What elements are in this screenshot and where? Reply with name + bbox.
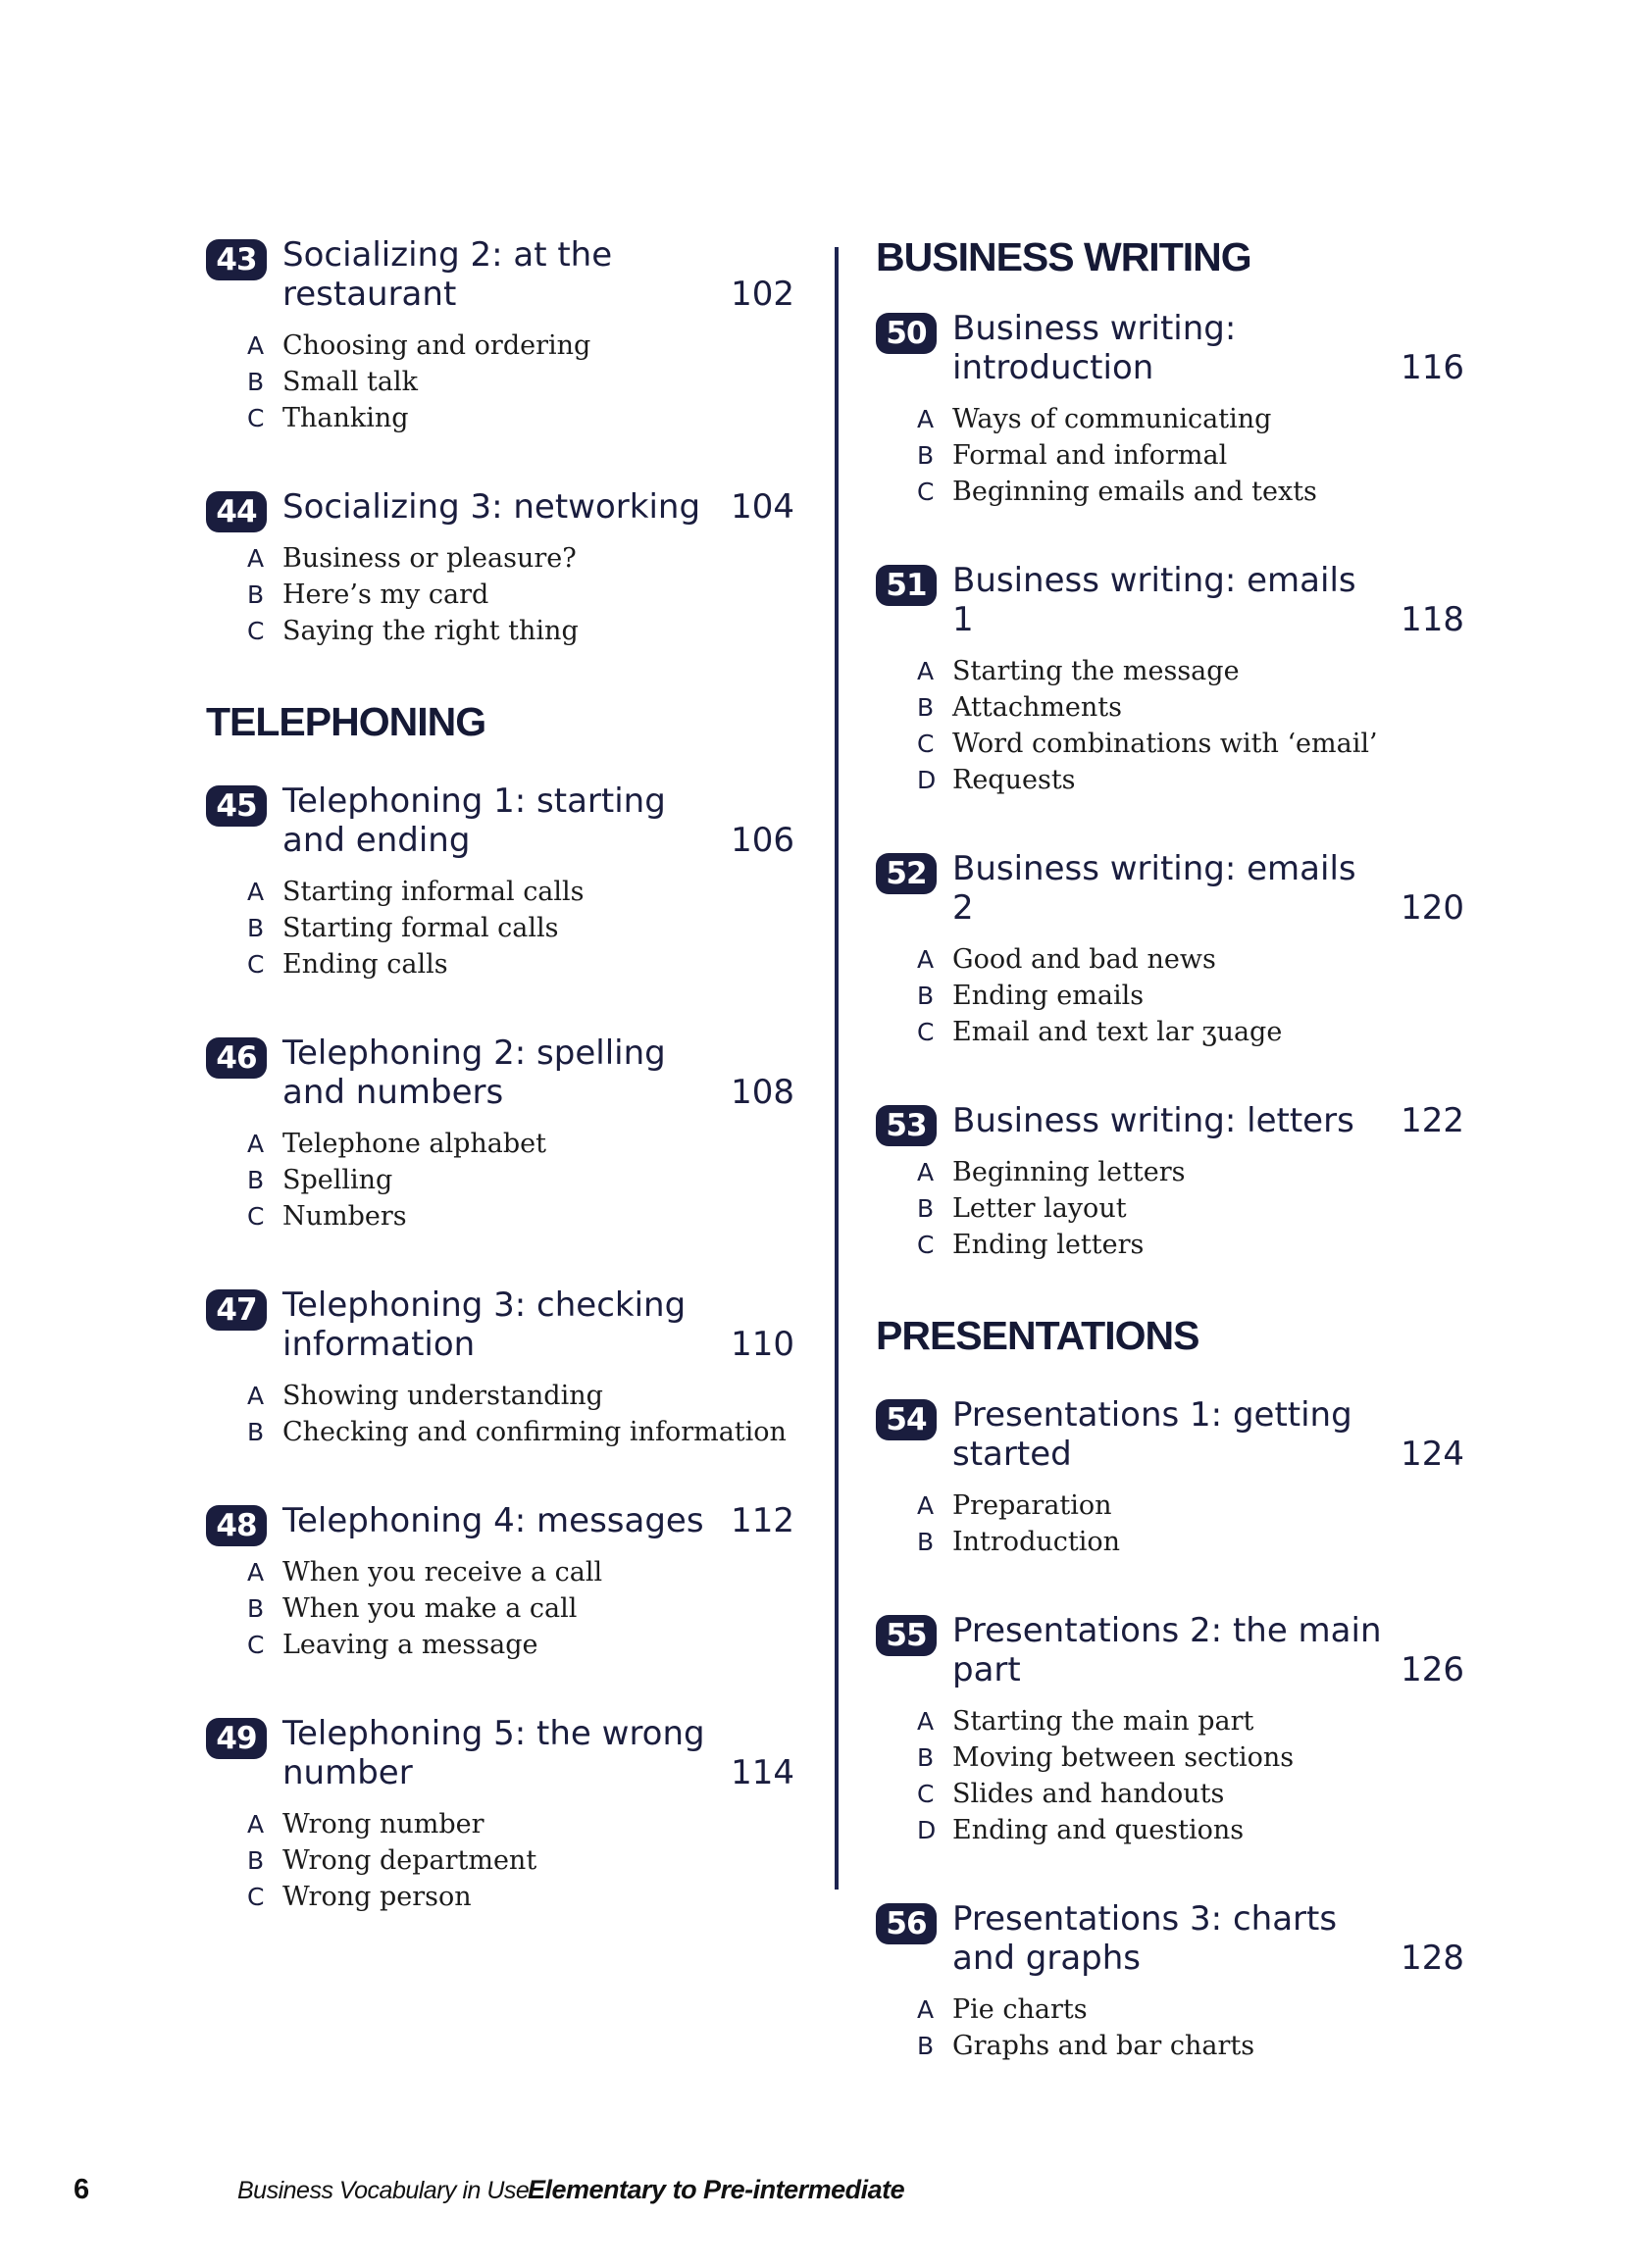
right-column (876, 235, 1464, 2115)
unit-entry (206, 781, 794, 983)
subsection-letter: C (917, 478, 935, 507)
unit-heading (876, 1395, 1464, 1474)
unit-group (876, 309, 1464, 1263)
unit-page-number: 114 (731, 1753, 794, 1793)
subsection-letter: D (917, 1816, 937, 1845)
unit-entry (876, 309, 1464, 510)
unit-entry (876, 1611, 1464, 1848)
subsection-letter: C (917, 1018, 935, 1047)
unit-page-number: 122 (1401, 1101, 1464, 1141)
subsection-letter: C (917, 1780, 935, 1809)
subsection-list (876, 401, 1464, 510)
subsection-item (917, 762, 1464, 798)
unit-title: Socializing 2: at the restaurant (282, 235, 613, 314)
subsection-item (917, 1190, 1464, 1227)
subsection-letter: A (917, 405, 935, 434)
unit-page-number: 106 (731, 821, 794, 861)
subsection-text: Email and text lar ʒuage (952, 1017, 1283, 1048)
subsection-letter: D (917, 766, 937, 795)
subsection-item (917, 1227, 1464, 1263)
unit-entry (206, 1501, 794, 1663)
subsection-letter: A (917, 1491, 935, 1521)
subsection-item (917, 978, 1464, 1014)
left-column (206, 235, 794, 1966)
subsection-item (917, 1154, 1464, 1190)
unit-title: Telephoning 2: spelling and numbers (282, 1033, 666, 1113)
unit-page-number: 124 (1401, 1435, 1464, 1475)
subsection-item (247, 364, 794, 400)
subsection-letter: B (917, 1528, 935, 1557)
subsection-item (917, 1524, 1464, 1560)
subsection-item (917, 726, 1464, 762)
unit-page-number: 116 (1401, 348, 1464, 388)
unit-heading (876, 1101, 1464, 1144)
unit-number-badge: 55 (876, 1615, 937, 1656)
subsection-item (247, 1198, 794, 1235)
subsection-text: Wrong number (282, 1809, 484, 1840)
subsection-item (917, 1739, 1464, 1776)
page-footer (0, 2174, 1631, 2213)
subsection-item (917, 689, 1464, 726)
subsection-item (247, 910, 794, 946)
unit-number-badge: 52 (876, 853, 937, 894)
unit-title: Presentations 1: getting started (952, 1395, 1352, 1475)
subsection-text: Telephone alphabet (282, 1129, 546, 1160)
unit-title: Business writing: introduction (952, 309, 1237, 388)
unit-group (876, 1395, 1464, 2064)
section-title-telephoning: TELEPHONING (206, 699, 486, 744)
subsection-item (917, 1991, 1464, 2028)
subsection-item (247, 613, 794, 649)
unit-number-badge: 56 (876, 1903, 937, 1944)
subsection-text: Graphs and bar charts (952, 2031, 1255, 2062)
unit-page-number: 112 (731, 1501, 794, 1541)
subsection-letter: A (917, 945, 935, 975)
subsection-text: Introduction (952, 1527, 1120, 1558)
subsection-list (876, 653, 1464, 798)
unit-number-badge: 49 (206, 1718, 267, 1759)
subsection-item (247, 1126, 794, 1162)
unit-page-number: 120 (1401, 888, 1464, 929)
subsection-text: Ending and questions (952, 1815, 1245, 1846)
subsection-text: Wrong department (282, 1845, 537, 1877)
unit-title: Business writing: letters (952, 1101, 1354, 1141)
subsection-list (876, 1703, 1464, 1848)
subsection-list (206, 1554, 794, 1663)
unit-title: Telephoning 4: messages (282, 1501, 704, 1541)
unit-entry (206, 1714, 794, 1915)
subsection-item (247, 1806, 794, 1842)
unit-page-number: 110 (731, 1325, 794, 1365)
subsection-item (247, 1879, 794, 1915)
unit-entry (206, 235, 794, 436)
subsection-letter: B (247, 1418, 265, 1447)
subsection-list (206, 328, 794, 436)
unit-heading (206, 1033, 794, 1112)
subsection-text: Small talk (282, 367, 418, 397)
subsection-text: Starting formal calls (282, 913, 559, 944)
unit-entry (206, 487, 794, 649)
unit-entry (876, 1101, 1464, 1263)
subsection-letter: B (917, 1194, 935, 1224)
subsection-text: Ending calls (282, 949, 448, 981)
subsection-item (247, 577, 794, 613)
subsection-text: Saying the right thing (282, 616, 579, 646)
unit-number-badge: 45 (206, 785, 267, 827)
subsection-letter: A (247, 331, 265, 360)
subsection-text: Thanking (282, 403, 409, 433)
subsection-letter: B (917, 2032, 935, 2061)
unit-heading (876, 1611, 1464, 1689)
unit-page-number: 118 (1401, 600, 1464, 640)
unit-page-number: 104 (731, 487, 794, 527)
subsection-item (917, 474, 1464, 510)
subsection-list (206, 1806, 794, 1915)
subsection-text: Starting informal calls (282, 877, 585, 908)
subsection-item (247, 1162, 794, 1198)
unit-entry (876, 1395, 1464, 1560)
subsection-letter: C (917, 1231, 935, 1260)
unit-number-badge: 51 (876, 565, 937, 606)
unit-number-badge: 46 (206, 1037, 267, 1079)
unit-entry (876, 849, 1464, 1050)
unit-number-badge: 50 (876, 313, 937, 354)
footer-series-title: Business Vocabulary in Use (237, 2177, 530, 2204)
subsection-list (206, 1378, 794, 1450)
subsection-item (247, 874, 794, 910)
subsection-text: Beginning letters (952, 1157, 1186, 1188)
subsection-list (206, 1126, 794, 1235)
section-title-business-writing: BUSINESS WRITING (876, 234, 1251, 279)
subsection-text: Starting the main part (952, 1706, 1254, 1738)
footer-page-number: 6 (74, 2174, 90, 2205)
subsection-letter: B (917, 982, 935, 1011)
subsection-letter: C (247, 1631, 265, 1660)
subsection-letter: B (917, 441, 935, 471)
subsection-text: Pie charts (952, 1994, 1088, 2026)
unit-title: Socializing 3: networking (282, 487, 701, 527)
unit-title: Business writing: emails 1 (952, 561, 1356, 640)
unit-heading (206, 781, 794, 860)
subsection-text: Ending letters (952, 1230, 1145, 1261)
subsection-item (917, 1812, 1464, 1848)
subsection-text: Spelling (282, 1165, 393, 1196)
unit-page-number: 108 (731, 1073, 794, 1113)
subsection-text: When you receive a call (282, 1557, 603, 1588)
subsection-list (876, 1154, 1464, 1263)
subsection-text: Ways of communicating (952, 404, 1272, 435)
unit-heading (876, 849, 1464, 928)
subsection-text: Slides and handouts (952, 1779, 1225, 1810)
subsection-item (247, 1627, 794, 1663)
subsection-text: Here’s my card (282, 580, 489, 610)
subsection-item (917, 437, 1464, 474)
subsection-text: Leaving a message (282, 1630, 538, 1661)
subsection-letter: A (917, 1158, 935, 1187)
unit-group (206, 235, 794, 649)
subsection-item (917, 401, 1464, 437)
subsection-text: Requests (952, 765, 1076, 796)
subsection-letter: C (247, 950, 265, 980)
subsection-text: Letter layout (952, 1193, 1127, 1225)
subsection-letter: A (917, 657, 935, 686)
subsection-letter: B (917, 693, 935, 723)
unit-number-badge: 54 (876, 1399, 937, 1440)
unit-heading (876, 1899, 1464, 1978)
subsection-item (917, 2028, 1464, 2064)
subsection-item (247, 328, 794, 364)
subsection-text: Choosing and ordering (282, 330, 591, 361)
unit-entry (876, 1899, 1464, 2064)
subsection-letter: C (917, 730, 935, 759)
subsection-letter: A (247, 544, 265, 573)
unit-entry (206, 1285, 794, 1450)
unit-number-badge: 44 (206, 491, 267, 532)
subsection-text: Wrong person (282, 1882, 472, 1913)
subsection-text: Word combinations with ‘email’ (952, 729, 1378, 760)
subsection-text: Showing understanding (282, 1381, 603, 1412)
unit-title: Telephoning 5: the wrong number (282, 1714, 705, 1793)
subsection-list (876, 1991, 1464, 2064)
subsection-text: Attachments (952, 692, 1123, 724)
unit-number-badge: 47 (206, 1289, 267, 1331)
subsection-item (247, 1842, 794, 1879)
unit-number-badge: 53 (876, 1105, 937, 1146)
subsection-letter: C (247, 404, 265, 432)
subsection-text: Moving between sections (952, 1742, 1295, 1774)
unit-heading (206, 1285, 794, 1364)
subsection-letter: B (247, 914, 265, 943)
subsection-item (917, 1776, 1464, 1812)
subsection-letter: B (247, 1846, 265, 1876)
subsection-letter: C (247, 1883, 265, 1912)
unit-title: Telephoning 1: starting and ending (282, 781, 666, 861)
unit-heading (206, 1501, 794, 1544)
subsection-text: Preparation (952, 1490, 1112, 1522)
subsection-letter: C (247, 617, 265, 645)
unit-entry (876, 561, 1464, 798)
subsection-text: Numbers (282, 1201, 407, 1233)
subsection-letter: A (247, 1382, 265, 1411)
subsection-item (917, 1487, 1464, 1524)
subsection-letter: B (247, 368, 265, 396)
subsection-item (247, 1590, 794, 1627)
subsection-text: Beginning emails and texts (952, 477, 1317, 508)
subsection-list (206, 540, 794, 649)
subsection-text: Good and bad news (952, 944, 1216, 976)
subsection-letter: A (917, 1995, 935, 2025)
footer-level: Elementary to Pre-intermediate (528, 2175, 905, 2204)
subsection-item (917, 1703, 1464, 1739)
subsection-letter: A (247, 878, 265, 907)
subsection-item (247, 1414, 794, 1450)
subsection-letter: B (247, 1166, 265, 1195)
unit-page-number: 126 (1401, 1650, 1464, 1690)
subsection-letter: B (917, 1743, 935, 1773)
subsection-list (206, 874, 794, 983)
unit-page-number: 128 (1401, 1939, 1464, 1979)
section-title-presentations: PRESENTATIONS (876, 1313, 1199, 1359)
unit-group (206, 781, 794, 1915)
unit-title: Presentations 3: charts and graphs (952, 1899, 1338, 1979)
unit-number-badge: 48 (206, 1505, 267, 1546)
subsection-list (876, 941, 1464, 1050)
unit-heading (206, 487, 794, 527)
subsection-text: Starting the message (952, 656, 1240, 687)
unit-title: Business writing: emails 2 (952, 849, 1356, 929)
subsection-text: Checking and confirming information (282, 1417, 787, 1448)
subsection-letter: A (247, 1558, 265, 1588)
subsection-item (247, 1378, 794, 1414)
unit-heading (876, 309, 1464, 387)
subsection-item (247, 946, 794, 983)
subsection-item (247, 540, 794, 577)
unit-heading (876, 561, 1464, 639)
subsection-letter: A (247, 1810, 265, 1840)
unit-title: Presentations 2: the main part (952, 1611, 1382, 1690)
unit-number-badge: 43 (206, 239, 267, 280)
unit-heading (206, 1714, 794, 1792)
subsection-item (247, 400, 794, 436)
unit-entry (206, 1033, 794, 1235)
subsection-letter: A (247, 1130, 265, 1159)
unit-title: Telephoning 3: checking information (282, 1285, 687, 1365)
column-divider (835, 247, 839, 1890)
subsection-text: Ending emails (952, 981, 1145, 1012)
unit-page-number: 102 (731, 275, 794, 314)
subsection-letter: C (247, 1202, 265, 1232)
subsection-item (917, 1014, 1464, 1050)
subsection-item (917, 941, 1464, 978)
subsection-letter: B (247, 1594, 265, 1624)
unit-heading (206, 235, 794, 314)
subsection-letter: B (247, 580, 265, 609)
subsection-text: When you make a call (282, 1593, 578, 1625)
subsection-list (876, 1487, 1464, 1560)
subsection-item (247, 1554, 794, 1590)
subsection-text: Business or pleasure? (282, 543, 577, 574)
subsection-letter: A (917, 1707, 935, 1737)
subsection-text: Formal and informal (952, 440, 1228, 472)
subsection-item (917, 653, 1464, 689)
